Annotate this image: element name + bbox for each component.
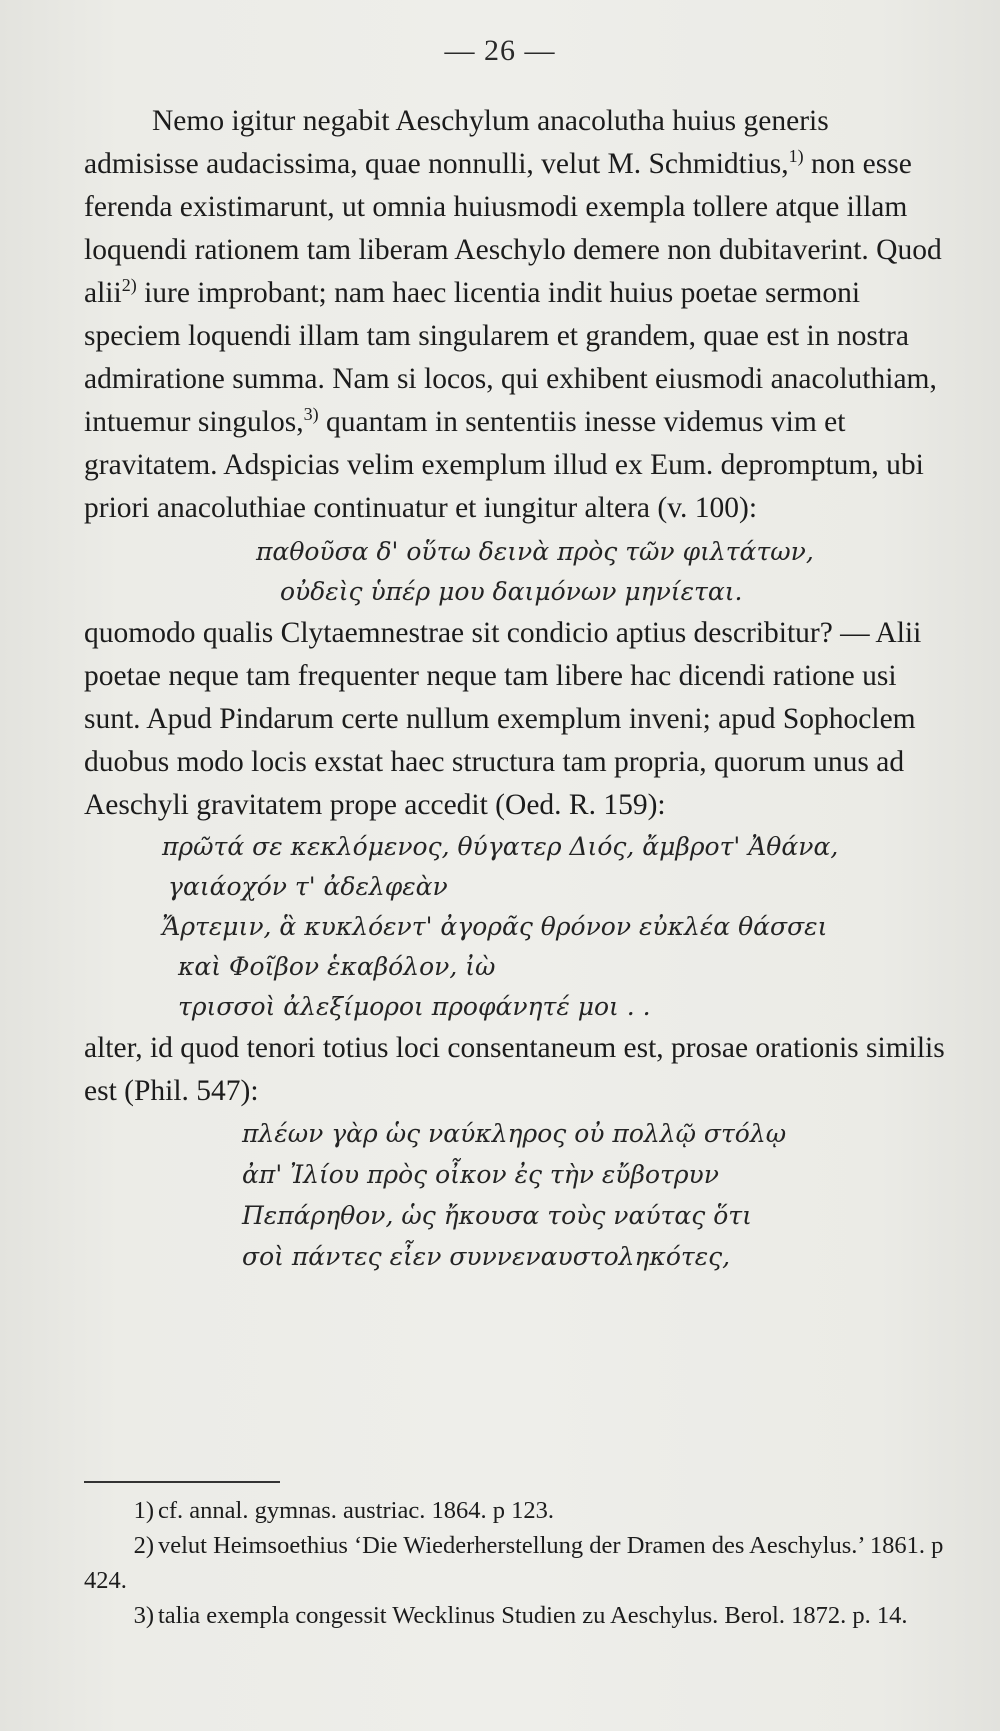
footnote-text: talia exempla congessit Wecklinus Studien zu Aeschylus. Berol. 1872. p. 14. bbox=[158, 1602, 908, 1629]
paragraph-1-part-a: Nemo igitur negabit Aeschylum anacolutha huius generis admisisse audacissima, quae nonnulli, velut M. Schmidtius, bbox=[84, 105, 829, 180]
paragraph-1-part-d: quantam in sententiis inesse videmus vim et gravitatem. Adspicias velim exemplum illud ex Eum. depromptum, ubi priori anacoluthiae continuatur et iungitur altera (v. 100): bbox=[84, 406, 924, 524]
quote-line: παθοῦσα δ' οὕτω δεινὰ πρὸς τῶν φιλτάτων, bbox=[256, 537, 814, 566]
footnote-ref-2: 2) bbox=[121, 275, 137, 296]
quote-line: καὶ Φοῖβον ἑκαβόλον, ἰὼ bbox=[178, 952, 496, 981]
footnote-text: cf. annal. gymnas. austriac. 1864. p 123. bbox=[158, 1497, 554, 1524]
footnotes bbox=[84, 1493, 950, 1633]
quote-line: σοὶ πάντες εἶεν συννεναυστοληκότες, bbox=[242, 1242, 731, 1271]
footnote-ref-3: 3) bbox=[303, 404, 319, 425]
footnote-divider bbox=[84, 1481, 280, 1483]
quote-line: τρισσοὶ ἀλεξίμοροι προφάνητέ μοι . . bbox=[178, 992, 651, 1021]
quote-line: Ἄρτεμιν, ἃ κυκλόεντ' ἀγορᾶς θρόνον εὐκλέα θάσσει bbox=[162, 912, 828, 941]
footnote-text: velut Heimsoethius ‘Die Wiederherstellung der Dramen des Aeschylus.’ 1861. p 424. bbox=[84, 1532, 944, 1594]
quote-eumenides bbox=[256, 532, 950, 612]
quote-line: Πεπάρηθον, ὡς ἤκουσα τοὺς ναύτας ὅτι bbox=[242, 1201, 752, 1230]
quote-oedipus bbox=[162, 827, 950, 1027]
paragraph-1 bbox=[84, 100, 950, 530]
quote-line: πρῶτά σε κεκλόμενος, θύγατερ Διός, ἄμβροτ' Ἀθάνα, bbox=[162, 832, 839, 861]
footnote-number: 3) bbox=[133, 1602, 154, 1629]
quote-line: ἀπ' Ἰλίου πρὸς οἶκον ἐς τὴν εὔβοτρυν bbox=[242, 1160, 719, 1189]
paragraph-1-part-b: non esse ferenda existimarunt, ut omnia huiusmodi exempla tollere atque illam loquendi rationem tam liberam Aeschylo demere non dubitaverint. Quod alii bbox=[84, 148, 942, 309]
footnote-number: 2) bbox=[133, 1532, 154, 1559]
quote-line: πλέων γὰρ ὡς ναύκληρος οὐ πολλῷ στόλῳ bbox=[242, 1119, 787, 1148]
quote-line: γαιάοχόν τ' ἀδελφεὰν bbox=[168, 872, 448, 901]
quote-philoctetes bbox=[242, 1113, 950, 1277]
footnote-2 bbox=[84, 1528, 950, 1598]
footnote-ref-1: 1) bbox=[788, 146, 804, 167]
paragraph-2: quomodo qualis Clytaemnestrae sit condicio aptius describitur? — Alii poetae neque tam frequenter neque tam libere hac dicendi ratione usi sunt. Apud Pindarum certe nullum exemplum inveni; apud Sophoclem duobus modo locis exstat haec structura tam propria, quorum unus ad Aeschyli gravitatem prope accedit (Oed. R. 159): bbox=[84, 617, 922, 821]
paragraph-3: alter, id quod tenori totius loci consentaneum est, prosae orationis similis est (Phil. 547): bbox=[84, 1032, 945, 1107]
footnote-3 bbox=[84, 1598, 950, 1633]
footnote-number: 1) bbox=[133, 1497, 154, 1524]
footnote-1 bbox=[84, 1493, 950, 1528]
main-text bbox=[84, 100, 950, 1277]
paragraph-1-part-c: iure improbant; nam haec licentia indit huius poetae sermoni speciem loquendi illam tam singularem et grandem, quae est in nostra admiratione summa. Nam si locos, qui exhibent eiusmodi anacoluthiam, intuemur singulos, bbox=[84, 277, 937, 438]
quote-line: οὐδεὶς ὑπέρ μου δαιμόνων μηνίεται. bbox=[280, 577, 743, 606]
page-number: — 26 — bbox=[444, 34, 556, 67]
